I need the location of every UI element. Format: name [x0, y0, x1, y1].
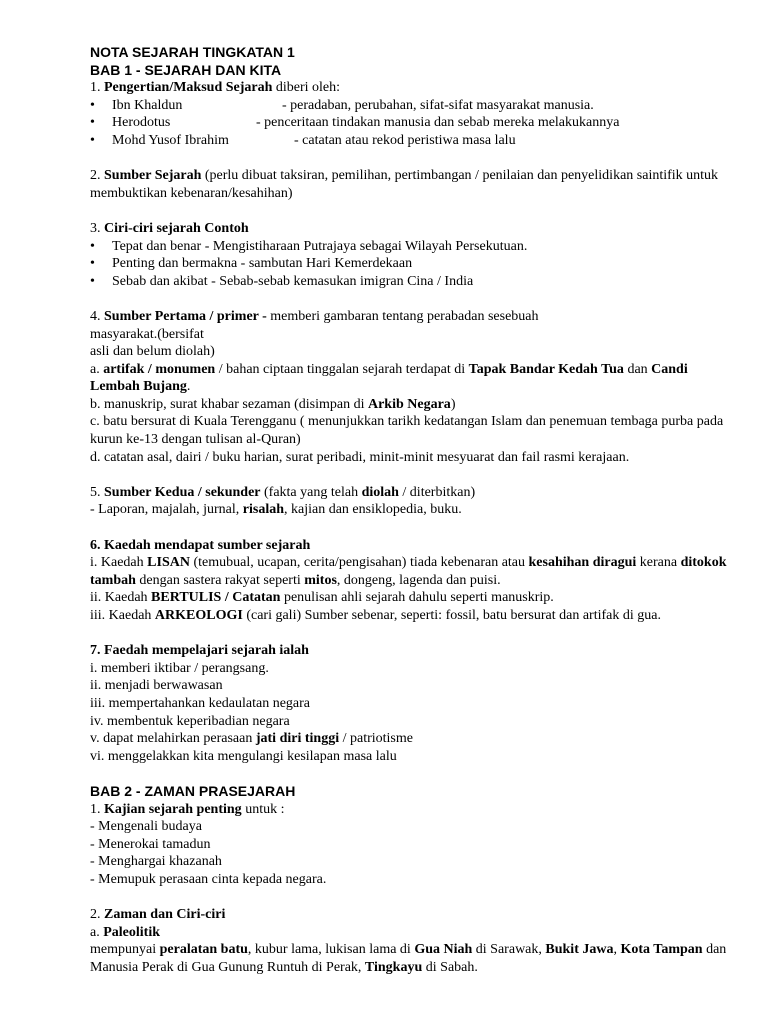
section-5-line: - Laporan, majalah, jurnal, risalah, kajian dan ensiklopedia, buku.	[90, 502, 462, 518]
list-item: - Menerokai tamadun	[90, 836, 211, 852]
chapter-2-section-1-heading: 1. Kajian sejarah penting untuk :	[90, 801, 285, 817]
document-title: NOTA SEJARAH TINGKATAN 1	[90, 44, 295, 60]
section-7-item: v. dapat melahirkan perasaan jati diri tinggi / patriotisme	[90, 731, 413, 747]
paleolithic-paragraph: mempunyai peralatan batu, kubur lama, lukisan lama di Gua Niah di Sarawak, Bukit Jawa, Kota Tampan dan Manusia Perak di Gua Gunung Runtuh di Perak, Tingkayu di Sabah.	[90, 942, 727, 975]
section-6-item-i: i. Kaedah LISAN (temubual, ucapan, cerita/pengisahan) tiada kebenaran atau kesahihan diragui kerana ditokok tambah dengan sastera rakyat seperti mitos, dongeng, lagenda dan puisi.	[90, 555, 727, 588]
section-7-item: ii. menjadi berwawasan	[90, 678, 223, 694]
section-4-heading: 4. Sumber Pertama / primer - memberi gambaran tentang perabadan sesebuah	[90, 308, 539, 324]
chapter-2-section-2-heading: 2. Zaman dan Ciri-ciri	[90, 907, 226, 923]
section-6-item-ii: ii. Kaedah BERTULIS / Catatan penulisan ahli sejarah dahulu seperti manuskrip.	[90, 590, 554, 606]
section-1-list	[90, 97, 730, 150]
section-6-item-iii: iii. Kaedah ARKEOLOGI (cari gali) Sumber sebenar, seperti: fossil, batu bersurat dan artifak di gua.	[90, 608, 661, 623]
section-7-item: vi. menggelakkan kita mengulangi kesilapan masa lalu	[90, 748, 397, 764]
list-item: • Herodotus - penceritaan tindakan manusia dan sebab mereka melakukannya	[90, 114, 730, 132]
section-4-item-c: c. batu bersurat di Kuala Terengganu ( menunjukkan tarikh kedatangan Islam dan penemuan tembaga purba pada kurun ke-13 dengan tulisan al-Quran)	[90, 414, 724, 448]
section-4-line: masyarakat.(bersifat	[90, 326, 204, 342]
section-4-item-b: b. manuskrip, surat khabar sezaman (disimpan di Arkib Negara)	[90, 396, 456, 412]
section-7-heading: 7. Faedah mempelajari sejarah ialah	[90, 643, 309, 659]
list-item: • Tepat dan benar - Mengistiharaan Putrajaya sebagai Wilayah Persekutuan.	[90, 238, 730, 256]
list-item: • Sebab dan akibat - Sebab-sebab kemasukan imigran Cina / India	[90, 273, 730, 291]
section-7-item: i. memberi iktibar / perangsang.	[90, 660, 269, 676]
list-item: - Memupuk perasaan cinta kepada negara.	[90, 871, 327, 887]
section-6-heading: 6. Kaedah mendapat sumber sejarah	[90, 537, 311, 553]
section-1-heading: 1. Pengertian/Maksud Sejarah diberi oleh:	[90, 80, 341, 96]
list-item: - Menghargai khazanah	[90, 854, 222, 870]
chapter-1-heading: BAB 1 - SEJARAH DAN KITA	[90, 61, 282, 78]
list-item: • Ibn Khaldun - peradaban, perubahan, sifat-sifat masyarakat manusia.	[90, 97, 730, 115]
chapter-2-item-a: a. Paleolitik	[90, 924, 160, 940]
section-5-heading: 5. Sumber Kedua / sekunder (fakta yang telah diolah / diterbitkan)	[90, 484, 476, 500]
section-7-item: iv. membentuk keperibadian negara	[90, 713, 290, 729]
chapter-2-heading: BAB 2 - ZAMAN PRASEJARAH	[90, 782, 296, 799]
section-4-line: asli dan belum diolah)	[90, 344, 215, 360]
section-3-list	[90, 238, 730, 291]
section-4-item-a: a. artifak / monumen / bahan ciptaan tinggalan sejarah terdapat di Tapak Bandar Kedah Tua dan Candi Lembah Bujang.	[90, 361, 688, 395]
list-item: • Mohd Yusof Ibrahim - catatan atau rekod peristiwa masa lalu	[90, 132, 730, 150]
section-7-item: iii. mempertahankan kedaulatan negara	[90, 695, 311, 711]
section-2-paragraph: 2. Sumber Sejarah (perlu dibuat taksiran, pemilihan, pertimbangan / penilaian dan penyelidikan saintifik untuk membuktikan kebenaran/kesahihan)	[90, 168, 719, 201]
document-page	[90, 44, 730, 976]
section-4-item-d: d. catatan asal, dairi / buku harian, surat peribadi, minit-minit mesyuarat dan fail rasmi kerajaan.	[90, 449, 630, 465]
list-item: - Mengenali budaya	[90, 819, 202, 835]
section-3-heading: 3. Ciri-ciri sejarah Contoh	[90, 220, 249, 236]
list-item: • Penting dan bermakna - sambutan Hari Kemerdekaan	[90, 255, 730, 273]
